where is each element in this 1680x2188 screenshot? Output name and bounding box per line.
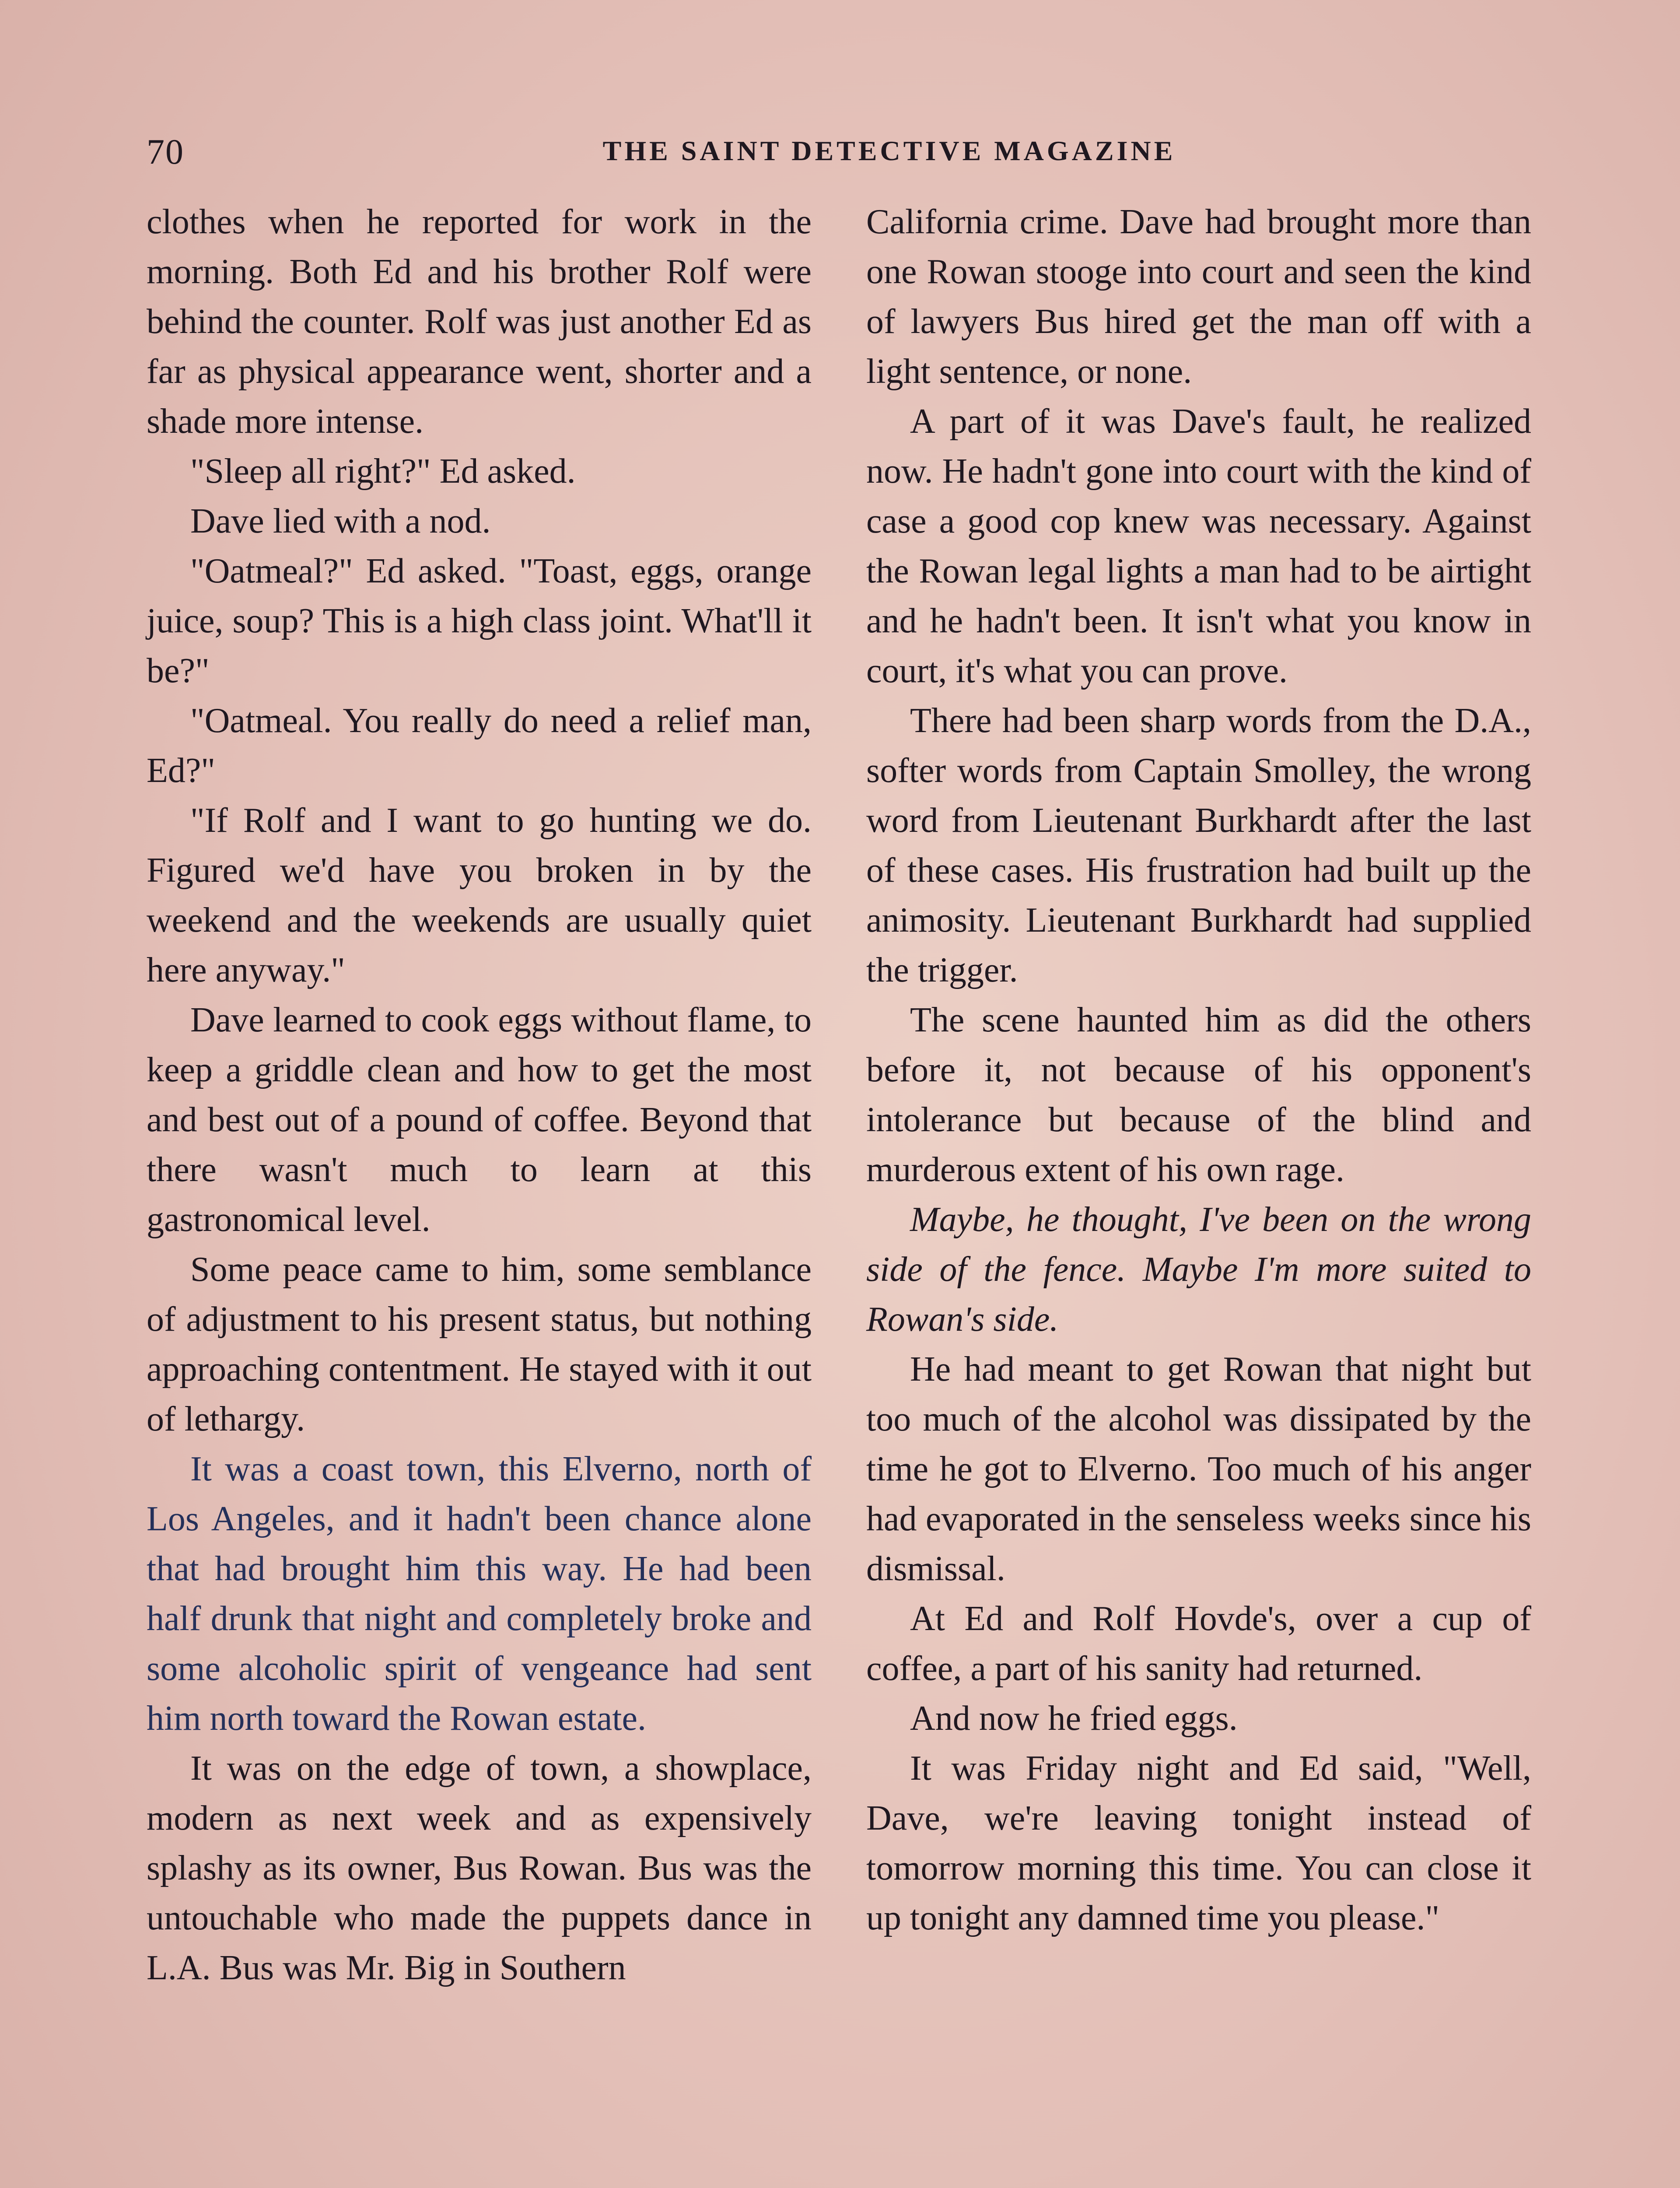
paragraph: Some peace came to him, some semblance of adjustment to his present status, but nothing approaching contentment. He stayed with it out of lethargy. <box>147 1250 812 1438</box>
paragraph: A part of it was Dave's fault, he realized now. He hadn't gone into court with the kind of case a good cop knew was necessary. Against the Rowan legal lights a man had to be airtight and he hadn't been. It isn't what you know in court, it's what you can prove. <box>866 402 1531 690</box>
paragraph: It was a coast town, this Elverno, north of Los Angeles, and it hadn't been chance alone that had brought him this way. He had been half drunk that night and completely broke and some alcoholic spirit of vengeance had sent him north toward the Rowan estate. <box>147 1450 812 1738</box>
paragraph: It was on the edge of town, a showplace, modern as next week and as expensively splashy as its owner, Bus Rowan. Bus was the untouchable who made the puppets dance in L.A. Bus was Mr. Big in Southern <box>147 1749 812 1987</box>
paragraph: He had meant to get Rowan that night but too much of the alcohol was dissipated by the time he got to Elverno. Too much of his anger had evaporated in the senseless weeks since his dismissal. <box>866 1350 1531 1588</box>
paragraph: Dave lied with a nod. <box>190 502 491 540</box>
paragraph-italic: Maybe, he thought, I've been on the wrong side of the fence. Maybe I'm more suited to Rowan's side. <box>866 1200 1531 1339</box>
paragraph: "Sleep all right?" Ed asked. <box>190 452 576 491</box>
paragraph: It was Friday night and Ed said, "Well, Dave, we're leaving tonight instead of tomorrow morning this time. You can close it up tonight any damned time you please." <box>866 1749 1531 1937</box>
paragraph: "Oatmeal. You really do need a relief man, Ed?" <box>147 701 812 790</box>
paragraph: "If Rolf and I want to go hunting we do. Figured we'd have you broken in by the weekend and the weekends are usually quiet here anyway." <box>147 801 812 989</box>
paragraph: clothes when he reported for work in the morning. Both Ed and his brother Rolf were behind the counter. Rolf was just another Ed as far as physical appearance went, shorter and a shade more intense. <box>147 203 812 441</box>
left-text-column <box>147 197 812 1993</box>
paragraph: And now he fried eggs. <box>910 1699 1238 1738</box>
paragraph: California crime. Dave had brought more than one Rowan stooge into court and seen the kind of lawyers Bus hired get the man off with a light sentence, or none. <box>866 203 1531 391</box>
paragraph: There had been sharp words from the D.A., softer words from Captain Smolley, the wrong word from Lieutenant Burkhardt after the last of these cases. His frustration had built up the animosity. Lieutenant Burkhardt had supplied the trigger. <box>866 701 1531 989</box>
right-text-column <box>866 197 1531 1943</box>
magazine-title: THE SAINT DETECTIVE MAGAZINE <box>602 135 1176 166</box>
paragraph: At Ed and Rolf Hovde's, over a cup of coffee, a part of his sanity had returned. <box>866 1599 1531 1688</box>
paragraph: The scene haunted him as did the others before it, not because of his opponent's intolerance but because of the blind and murderous extent of his own rage. <box>866 1001 1531 1189</box>
paragraph: Dave learned to cook eggs without flame, to keep a griddle clean and how to get the most and best out of a pound of coffee. Beyond that there wasn't much to learn at this gastronomical level. <box>147 1001 812 1239</box>
paragraph: "Oatmeal?" Ed asked. "Toast, eggs, orange juice, soup? This is a high class joint. What'll it be?" <box>147 552 812 690</box>
page-number: 70 <box>147 132 184 172</box>
running-head <box>147 131 1531 179</box>
